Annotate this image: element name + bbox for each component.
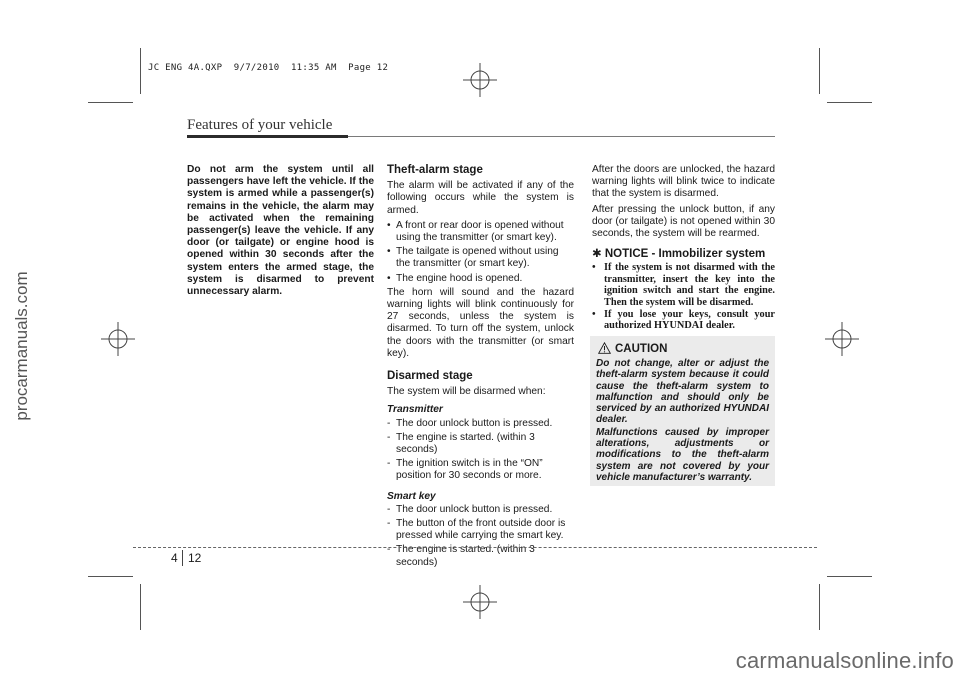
footer-rule xyxy=(133,547,817,548)
list-item xyxy=(387,273,574,285)
list-item-text: The engine is started. (within 3 seconds) xyxy=(396,431,535,456)
list-item-text: The ignition switch is in the “ON” position for 30 seconds or more. xyxy=(396,458,543,482)
list-item xyxy=(387,458,574,482)
side-watermark: procarmanuals.com xyxy=(12,271,31,421)
disarm-indication-text: After the doors are unlocked, the hazard warning lights will blink twice to indicate that the system is disarmed. xyxy=(592,164,775,200)
caution-heading xyxy=(598,342,667,355)
disarmed-intro: The system will be disarmed when: xyxy=(387,386,546,398)
bullet-icon: • xyxy=(387,272,391,284)
notice-heading xyxy=(592,248,775,260)
notice-label: NOTICE xyxy=(604,248,649,261)
list-item xyxy=(387,246,574,270)
registration-mark xyxy=(825,322,859,356)
crop-mark xyxy=(819,584,820,630)
list-item xyxy=(387,504,574,516)
crop-mark xyxy=(88,576,133,577)
title-rule-dark xyxy=(187,135,348,138)
crop-mark xyxy=(827,102,872,103)
list-item xyxy=(387,418,574,430)
list-item-text: The button of the front outside door is pressed while carrying the smart key. xyxy=(396,518,566,542)
crop-mark xyxy=(827,576,872,577)
caution-text: Do not change, alter or adjust the theft-alarm system because it could cause the theft-alarm system to malfunction and should only be serviced by an authorized HYUNDAI dealer. xyxy=(596,358,769,426)
crop-mark xyxy=(88,102,133,103)
bullet-icon: • xyxy=(387,246,391,258)
list-item xyxy=(387,432,574,456)
dash-icon: - xyxy=(387,417,391,429)
list-item-text: The door unlock button is pressed. xyxy=(396,503,553,515)
dash-icon: - xyxy=(387,518,391,530)
transmitter-label: Transmitter xyxy=(387,404,443,416)
transmitter-list xyxy=(387,418,574,483)
caution-box xyxy=(590,336,775,486)
disarmed-heading: Disarmed stage xyxy=(387,370,473,383)
list-item xyxy=(387,220,574,244)
rearm-text: After pressing the unlock button, if any door (or tailgate) is not opened within 30 seconds, the system will be rearmed. xyxy=(592,203,775,240)
list-item-text: If you lose your keys, consult your authorized HYUNDAI dealer. xyxy=(604,309,775,332)
arming-warning-text: Do not arm the system until all passengers have left the vehicle. If the system is armed while a passenger(s) remains in the vehicle, the alarm may be activated when the remaining passenger(s) leave the vehicle. If any door (or tailgate) or engine hood is opened within 30 seconds after the system enters the armed stage, the system is disarmed to prevent unnecessary alarm. xyxy=(187,164,374,298)
dash-icon: - xyxy=(387,458,391,470)
caution-body xyxy=(596,358,769,484)
list-item xyxy=(387,544,574,568)
caution-text: Malfunctions caused by improper alterations, adjustments or modifications to the theft-alarm system are not covered by your vehicle manufacturer’s warranty. xyxy=(596,426,769,483)
bullet-icon: • xyxy=(592,262,596,274)
notice-list xyxy=(592,262,775,331)
list-item-text: The engine is started. (within 3 seconds) xyxy=(396,544,535,568)
list-item xyxy=(592,309,775,332)
section-title: Features of your vehicle xyxy=(187,117,333,133)
smart-key-label: Smart key xyxy=(387,490,436,502)
bottom-watermark: carmanualsonline.info xyxy=(735,648,954,673)
list-item-text: A front or rear door is opened without using the transmitter (or smart key). xyxy=(396,219,564,244)
notice-title: - Immobilizer system xyxy=(648,248,766,261)
list-item-text: The door unlock button is pressed. xyxy=(396,417,553,429)
bullet-icon: • xyxy=(387,219,391,231)
list-item-text: The tailgate is opened without using the transmitter (or smart key). xyxy=(396,246,559,270)
theft-alarm-heading: Theft-alarm stage xyxy=(387,164,483,176)
chapter-number: 4 xyxy=(171,551,178,565)
bullet-icon: • xyxy=(592,309,596,321)
right-column xyxy=(592,164,775,333)
crop-mark xyxy=(140,584,141,630)
footer-divider xyxy=(182,550,183,566)
page-number: 12 xyxy=(188,551,202,565)
list-item-text: The engine hood is opened. xyxy=(396,272,523,284)
crop-mark xyxy=(819,48,820,94)
list-item xyxy=(592,262,775,308)
smart-key-list xyxy=(387,504,574,569)
caution-label: CAUTION xyxy=(615,343,668,355)
registration-mark xyxy=(463,63,497,97)
crop-mark xyxy=(140,48,141,94)
print-slug: JC ENG 4A.QXP 9/7/2010 11:35 AM Page 12 xyxy=(148,63,389,73)
warning-triangle-icon xyxy=(598,342,611,354)
theft-alarm-intro: The alarm will be activated if any of the following occurs while the system is armed. xyxy=(387,180,574,216)
list-item-text: If the system is not disarmed with the transmitter, insert the key into the ignition switch and start the engine. Then the system will be disarmed. xyxy=(604,262,775,308)
theft-alarm-outro: The horn will sound and the hazard warning lights will blink continuously for 27 seconds, unless the system is disarmed. To turn off the system, unlock the doors with the transmitter (or smart key). xyxy=(387,286,574,359)
dash-icon: - xyxy=(387,431,391,443)
list-item xyxy=(387,518,574,542)
title-rule-light xyxy=(348,136,775,137)
theft-trigger-list xyxy=(387,220,574,285)
dash-icon: - xyxy=(387,503,391,515)
dash-icon: - xyxy=(387,544,391,556)
middle-column xyxy=(387,164,574,571)
notice-icon: ✱ xyxy=(592,248,602,261)
registration-mark xyxy=(463,585,497,619)
left-column xyxy=(187,164,374,301)
registration-mark xyxy=(101,322,135,356)
